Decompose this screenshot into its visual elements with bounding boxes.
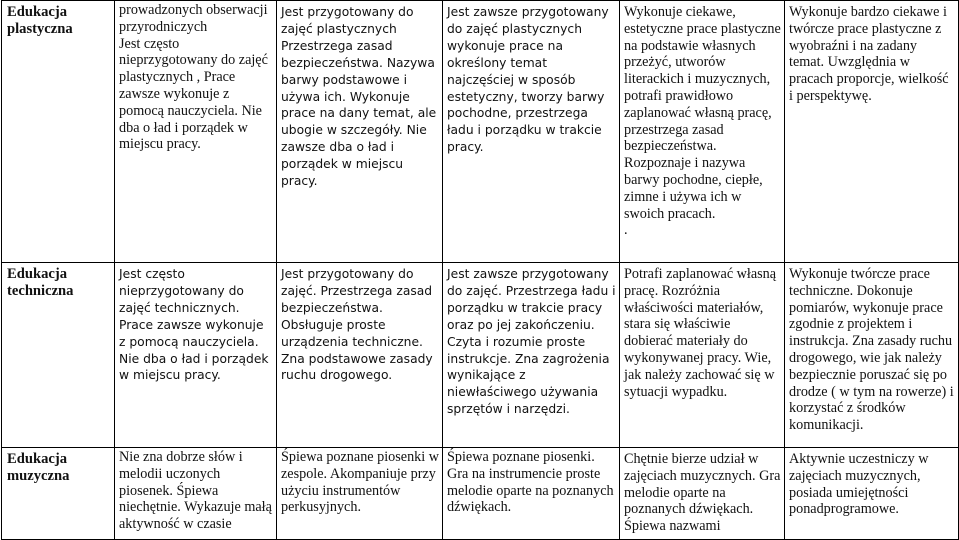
criteria-cell: Chętnie bierze udział w zajęciach muzycznych. Gra melodie oparte na poznanych dźwiękach. Śpiewa nazwami — [620, 448, 785, 540]
criteria-cell: Śpiewa poznane piosenki. Gra na instrumencie proste melodie oparte na poznanych dźwiękach. — [443, 448, 620, 540]
criteria-cell: Nie zna dobrze słów i melodii uczonych piosenek. Śpiewa niechętnie. Wykazuje małą aktywność w czasie — [115, 448, 277, 540]
subject-cell: Edukacja techniczna — [2, 263, 115, 448]
criteria-cell: Jest często nieprzygotowany do zajęć technicznych. Prace zawsze wykonuje z pomocą nauczyciela. Nie dba o ład i porządek w miejscu pracy. — [115, 263, 277, 448]
criteria-cell — [115, 1, 277, 263]
criteria-cell — [620, 1, 785, 263]
criteria-cell: Aktywnie uczestniczy w zajęciach muzycznych, posiada umiejętności ponadprogramowe. — [785, 448, 959, 540]
table-row-muzyczna — [2, 448, 959, 540]
criteria-cell: Śpiewa poznane piosenki w zespole. Akompaniuje przy użyciu instrumentów perkusyjnych. — [277, 448, 443, 540]
criteria-cell: Wykonuje twórcze prace techniczne. Dokonuje pomiarów, wykonuje prace zgodnie z projektem i instrukcja. Zna zasady ruchu drogowego, wie jak należy bezpiecznie poruszać się po drodze ( w tym na rowerze) i korzystać z środków komunikacji. — [785, 263, 959, 448]
criteria-cell: Jest zawsze przygotowany do zajęć plastycznych wykonuje prace na określony temat najczęściej w sposób estetyczny, tworzy barwy pochodne, przestrzega ładu i porządku w trakcie pracy. — [443, 1, 620, 263]
subject-cell: Edukacja muzyczna — [2, 448, 115, 540]
criteria-cell: Jest przygotowany do zajęć plastycznych Przestrzega zasad bezpieczeństwa. Nazywa barwy podstawowe i używa ich. Wykonuje prace na dany temat, ale ubogie w szczegóły. Nie zawsze dba o ład i porządek w miejscu pracy. — [277, 1, 443, 263]
criteria-cell: Jest zawsze przygotowany do zajęć. Przestrzega ładu i porządku w trakcie pracy oraz po jej zakończeniu. Czyta i rozumie proste instrukcje. Zna zagrożenia wynikające z niewłaściwego używania sprzętów i narzędzi. — [443, 263, 620, 448]
table-row-techniczna — [2, 263, 959, 448]
criteria-cell: Jest przygotowany do zajęć. Przestrzega zasad bezpieczeństwa. Obsługuje proste urządzenia techniczne. Zna podstawowe zasady ruchu drogowego. — [277, 263, 443, 448]
criteria-text: Wykonuje ciekawe, estetyczne prace plastyczne na podstawie własnych przeżyć, utworów literackich i muzycznych, potrafi prawidłowo zaplanować własną pracę, przestrzega zasad bezpieczeństwa. Rozpoznaje i nazywa barwy pochodne, ciepłe, zimne i używa ich w swoich pracach. . — [624, 4, 781, 239]
criteria-text: prowadzonych obserwacji przyrodniczych Jest często nieprzygotowany do zajęć plastycznych , Prace zawsze wykonuje z pomocą nauczyciela. Nie dba o ład i porządek w miejscu pracy. — [119, 2, 268, 153]
criteria-cell: Potrafi zaplanować własną pracę. Rozróżnia właściwości materiałów, stara się właściwie dobierać materiały do wykonywanej pracy. Wie, jak należy zachować się w sytuacji wypadku. — [620, 263, 785, 448]
subject-cell: Edukacja plastyczna — [2, 1, 115, 263]
criteria-cell: Wykonuje bardzo ciekawe i twórcze prace plastyczne z wyobraźni i na zadany temat. Uwzględnia w pracach proporcje, wielkość i perspektywę. — [785, 1, 959, 263]
grading-criteria-table — [1, 0, 959, 540]
table-row-plastyczna — [2, 1, 959, 263]
